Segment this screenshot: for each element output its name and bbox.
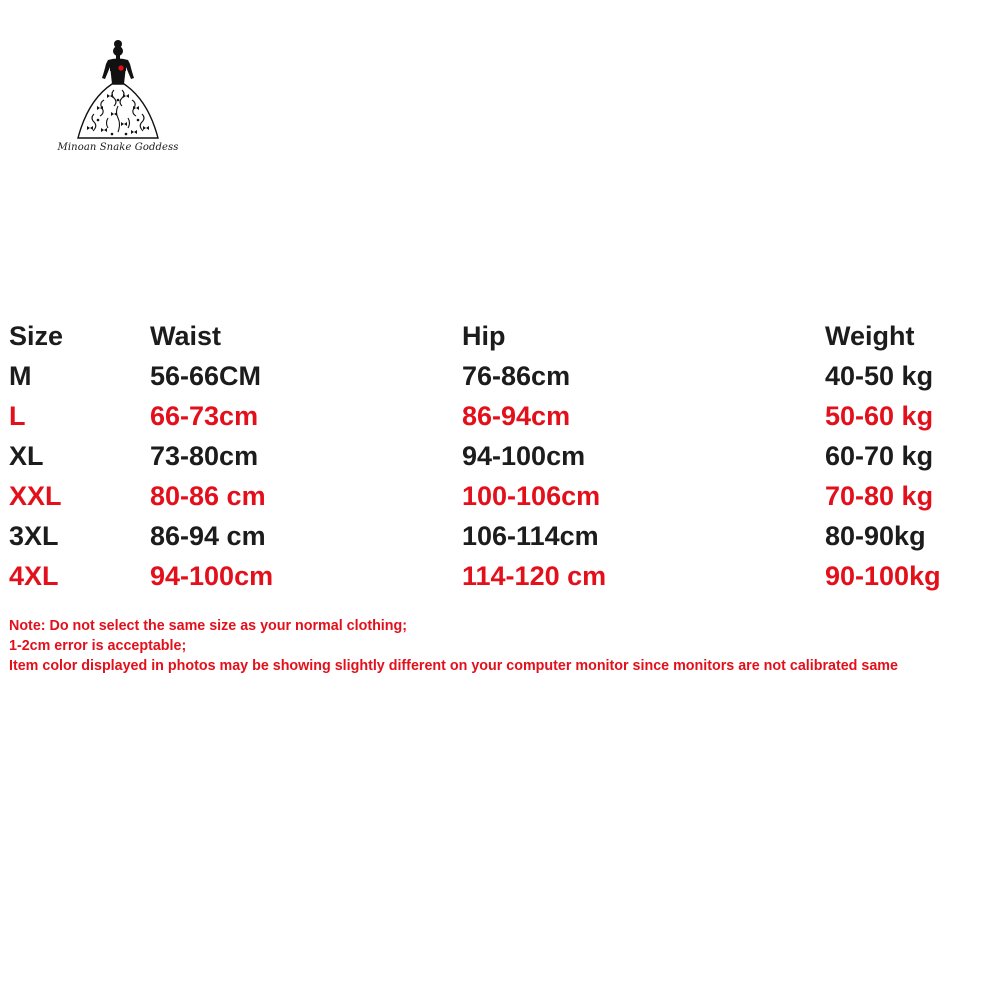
hip-cell: 100-106cm	[462, 481, 601, 511]
brand-name: Minoan Snake Goddess	[57, 142, 179, 153]
header-weight: Weight	[825, 321, 915, 351]
table-row	[9, 436, 989, 476]
waist-cell: 80-86 cm	[150, 481, 266, 511]
size-cell: XL	[9, 441, 44, 471]
waist-cell: 86-94 cm	[150, 521, 266, 551]
table-row	[9, 476, 989, 516]
size-cell: 3XL	[9, 521, 59, 551]
hip-cell: 114-120 cm	[462, 561, 607, 591]
table-row	[9, 396, 989, 436]
header-hip: Hip	[462, 321, 506, 351]
size-cell: M	[9, 361, 32, 391]
note-line: Note: Do not select the same size as your normal clothing;	[9, 618, 408, 634]
note-line: Item color displayed in photos may be showing slightly different on your computer monitor since monitors are not calibrated same	[9, 658, 898, 674]
waist-cell: 66-73cm	[150, 401, 259, 431]
header-waist: Waist	[150, 321, 222, 351]
waist-cell: 73-80cm	[150, 441, 259, 471]
size-cell: XXL	[9, 481, 62, 511]
size-chart-table	[9, 316, 989, 596]
weight-cell: 80-90kg	[825, 521, 926, 551]
hip-cell: 106-114cm	[462, 521, 599, 551]
hip-cell: 94-100cm	[462, 441, 586, 471]
size-notes	[9, 616, 994, 676]
table-row	[9, 556, 989, 596]
header-size: Size	[9, 321, 64, 351]
hip-cell: 86-94cm	[462, 401, 571, 431]
table-row	[9, 516, 989, 556]
dress-silhouette-icon	[74, 38, 164, 142]
brand-logo	[52, 38, 184, 162]
waist-cell: 94-100cm	[150, 561, 274, 591]
weight-cell: 40-50 kg	[825, 361, 934, 391]
size-cell: 4XL	[9, 561, 59, 591]
waist-cell: 56-66CM	[150, 361, 262, 391]
weight-cell: 90-100kg	[825, 561, 941, 591]
weight-cell: 60-70 kg	[825, 441, 934, 471]
hip-cell: 76-86cm	[462, 361, 571, 391]
size-cell: L	[9, 401, 26, 431]
table-header-row	[9, 316, 989, 356]
weight-cell: 70-80 kg	[825, 481, 934, 511]
table-row	[9, 356, 989, 396]
note-line: 1-2cm error is acceptable;	[9, 638, 187, 654]
weight-cell: 50-60 kg	[825, 401, 934, 431]
